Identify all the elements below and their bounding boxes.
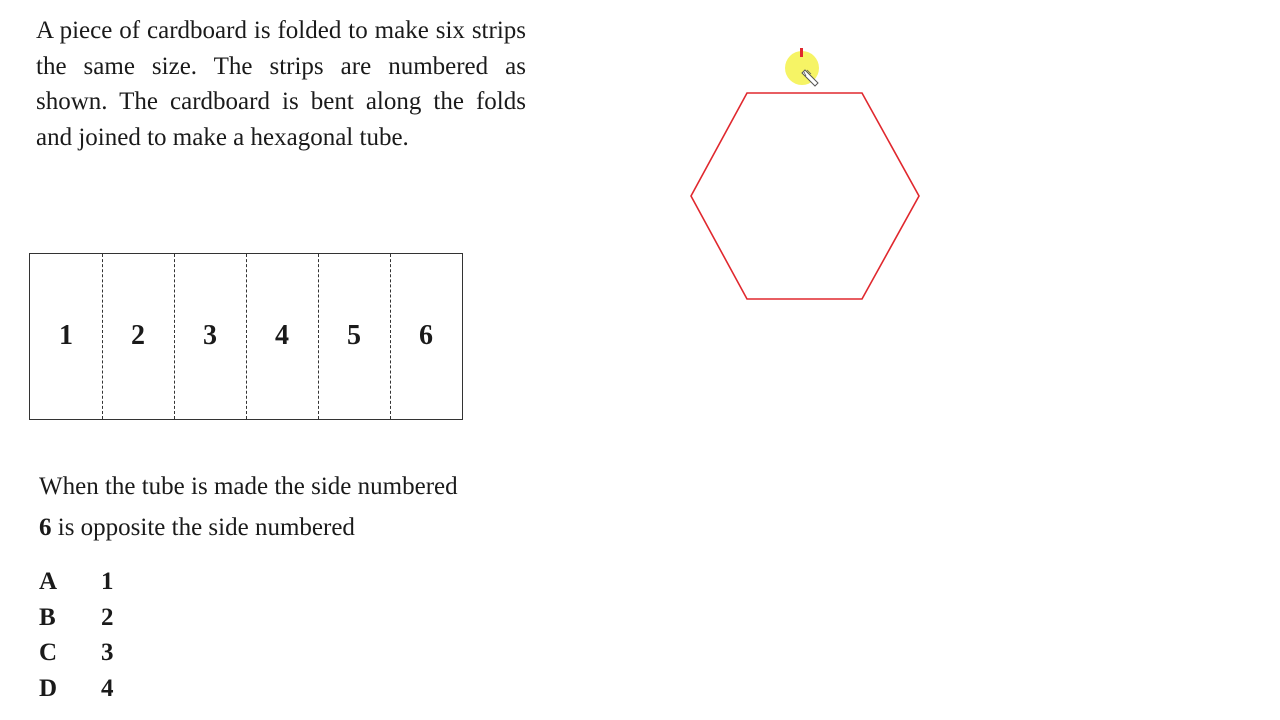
option-c[interactable] (39, 635, 114, 671)
option-d[interactable] (39, 671, 114, 707)
question-line-1: When the tube is made the side numbered (39, 473, 458, 500)
hexagon-drawing (691, 93, 919, 299)
strip-number: 1 (59, 320, 73, 351)
option-letter: D (39, 674, 58, 702)
option-value: 2 (101, 603, 114, 631)
option-letter: B (39, 603, 56, 631)
option-b[interactable] (39, 600, 114, 636)
strip-number: 6 (419, 320, 433, 351)
pen-pointer-icon (785, 48, 819, 86)
option-value: 3 (101, 639, 114, 667)
pointer-tip (800, 48, 803, 57)
option-value: 1 (101, 568, 114, 595)
pointer-highlight (785, 51, 819, 85)
option-letter: C (39, 639, 58, 667)
strip-number: 2 (131, 320, 145, 351)
strip-number: 3 (203, 320, 217, 351)
strip-number: 5 (347, 320, 361, 351)
option-value: 4 (101, 674, 114, 702)
pointer-pen-body (802, 70, 818, 86)
option-a[interactable] (39, 564, 114, 600)
intro-paragraph: A piece of cardboard is folded to make six strips the same size. The strips are numbered as shown. The cardboard is bent along the folds and joined to make a hexagonal tube. (36, 17, 526, 151)
strip-number: 4 (275, 320, 289, 351)
question-bold-number: 6 (39, 514, 52, 541)
question-line-2: is opposite the side numbered (51, 514, 355, 541)
option-letter: A (39, 568, 58, 595)
question-text (39, 466, 539, 548)
answer-options (39, 564, 114, 706)
cardboard-strip-diagram (29, 253, 463, 420)
